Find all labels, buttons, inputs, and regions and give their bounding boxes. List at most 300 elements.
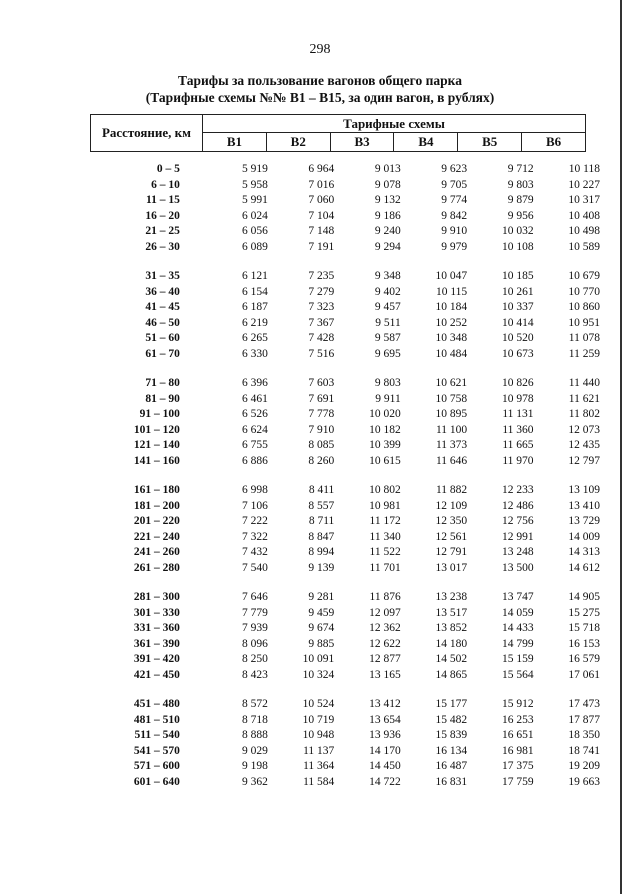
tariff-cell: 9 587 [374, 332, 401, 344]
distance-cell: 36 – 40 [145, 285, 180, 298]
tariff-cell: 9 139 [308, 561, 335, 574]
tariff-cell: 15 564 [501, 668, 534, 681]
tariff-cell: 10 895 [435, 408, 468, 420]
tariff-cell: 10 498 [568, 225, 600, 237]
distance-cell: 181 – 200 [133, 499, 180, 512]
tariff-cell: 9 240 [374, 225, 401, 237]
table-row [90, 697, 600, 713]
row-group [90, 697, 600, 790]
table-row [90, 728, 600, 744]
tariff-cell: 9 956 [507, 209, 534, 222]
tariff-cell: 9 198 [242, 760, 268, 772]
distance-cell: 16 – 20 [145, 209, 180, 222]
tariff-cell: 5 991 [242, 194, 268, 206]
tariff-cell: 7 367 [308, 316, 335, 329]
table-row [90, 331, 600, 347]
tariff-cell: 9 842 [441, 209, 468, 222]
tariff-cell: 10 032 [501, 225, 534, 237]
tariff-cell: 10 860 [568, 301, 600, 313]
tariff-cell: 7 235 [308, 270, 335, 282]
tariff-cell: 11 701 [369, 561, 401, 574]
tariff-cell: 6 187 [242, 301, 268, 313]
tariff-cell: 13 017 [435, 561, 468, 574]
tariff-cell: 10 020 [369, 408, 401, 420]
tariff-cell: 6 755 [242, 439, 268, 451]
title-line-1: Тарифы за пользование вагонов общего парка [178, 73, 462, 88]
table-row [90, 652, 600, 668]
tariff-cell: 15 839 [435, 729, 468, 741]
tariff-cell: 10 182 [369, 423, 401, 436]
distance-cell: 331 – 360 [133, 622, 180, 634]
tariff-cell: 10 981 [369, 499, 401, 512]
tariff-cell: 7 279 [308, 285, 335, 298]
tariff-cell: 9 910 [441, 225, 468, 237]
tariff-cell: 9 186 [374, 209, 401, 222]
tariff-cell: 5 919 [242, 163, 268, 175]
tariff-cell: 9 674 [308, 622, 335, 634]
tariff-cell: 6 526 [242, 408, 268, 420]
distance-cell: 101 – 120 [133, 423, 180, 436]
distance-cell: 511 – 540 [134, 729, 180, 741]
tariff-cell: 9 803 [507, 178, 534, 191]
tariff-cell: 12 791 [435, 546, 468, 558]
column-header: B2 [267, 132, 331, 151]
tariff-cell: 10 108 [501, 240, 534, 253]
table-row [90, 744, 600, 760]
tariff-cell: 9 623 [441, 163, 468, 175]
table-row [90, 162, 600, 178]
tariff-cell: 6 265 [242, 332, 268, 344]
tariff-cell: 16 487 [435, 760, 468, 772]
tariff-cell: 14 722 [369, 775, 401, 788]
tariff-cell: 11 360 [502, 423, 534, 436]
tariff-cell: 9 879 [507, 194, 534, 206]
tariff-cell: 13 852 [435, 622, 468, 634]
distance-cell: 221 – 240 [133, 530, 180, 543]
tariff-cell: 9 013 [374, 163, 401, 175]
tariff-cell: 14 009 [568, 530, 600, 543]
tariff-cell: 14 799 [501, 637, 534, 650]
distance-cell: 141 – 160 [133, 454, 180, 467]
tariff-cell: 9 511 [375, 316, 401, 329]
tariff-cell: 6 886 [242, 454, 268, 467]
tariff-cell: 7 322 [242, 530, 268, 543]
tariff-cell: 9 712 [507, 163, 534, 175]
tariff-cell: 9 774 [441, 194, 468, 206]
tariff-cell: 12 486 [501, 499, 534, 512]
tariff-cell: 7 060 [308, 194, 335, 206]
table-row [90, 621, 600, 637]
tariff-cell: 14 450 [369, 760, 401, 772]
tariff-cell: 14 865 [435, 668, 468, 681]
tariff-cell: 10 770 [568, 285, 600, 298]
tariff-cell: 11 522 [369, 546, 401, 558]
tariff-cell: 13 729 [568, 515, 600, 527]
tariff-cell: 9 695 [374, 347, 401, 360]
tariff-cell: 13 500 [501, 561, 534, 574]
distance-cell: 421 – 450 [133, 668, 180, 681]
tariff-cell: 10 317 [568, 194, 600, 206]
title-line-2: (Тарифные схемы №№ B1 – B15, за один вагон, в рублях) [145, 90, 495, 105]
tariff-cell: 16 134 [435, 744, 468, 757]
tariff-cell: 10 252 [435, 316, 468, 329]
tariff-cell: 16 153 [568, 637, 600, 650]
tariff-cell: 10 408 [568, 209, 600, 222]
table-row [90, 483, 600, 499]
tariff-cell: 17 877 [568, 713, 600, 726]
tariff-cell: 10 758 [435, 392, 468, 405]
table-row [90, 775, 600, 791]
row-group [90, 376, 600, 469]
scan-edge-line [620, 0, 622, 894]
tariff-cell: 9 885 [308, 637, 335, 650]
distance-cell: 121 – 140 [133, 439, 180, 451]
tariff-cell: 9 457 [374, 301, 401, 313]
tariff-cell: 11 876 [369, 591, 401, 603]
tariff-cell: 11 078 [568, 332, 600, 344]
table-row [90, 606, 600, 622]
table-row [90, 530, 600, 546]
distance-cell: 541 – 570 [133, 744, 180, 757]
tariff-cell: 11 970 [502, 454, 534, 467]
tariff-cell: 16 831 [435, 775, 468, 788]
tariff-cell: 11 802 [568, 408, 600, 420]
tariff-cell: 11 882 [435, 484, 468, 496]
tariff-cell: 6 461 [242, 392, 268, 405]
table-row [90, 392, 600, 408]
tariff-cell: 9 132 [374, 194, 401, 206]
tariff-cell: 15 159 [501, 653, 534, 665]
distance-cell: 11 – 15 [146, 194, 180, 206]
tariff-cell: 12 991 [501, 530, 534, 543]
tariff-cell: 11 259 [568, 347, 600, 360]
tariff-cell: 12 756 [501, 515, 534, 527]
row-group [90, 162, 600, 255]
tariff-cell: 15 718 [568, 622, 600, 634]
tariff-cell: 6 330 [242, 347, 268, 360]
tariff-cell: 6 219 [242, 316, 268, 329]
tariff-cell: 10 227 [568, 178, 600, 191]
distance-cell: 281 – 300 [133, 591, 180, 603]
distance-cell: 261 – 280 [133, 561, 180, 574]
tariff-cell: 6 121 [242, 270, 268, 282]
distance-cell: 451 – 480 [133, 698, 180, 710]
distance-cell: 481 – 510 [133, 713, 180, 726]
tariff-cell: 19 663 [568, 775, 600, 788]
page-number: 298 [309, 42, 331, 57]
tariff-cell: 7 222 [242, 515, 268, 527]
column-header: B1 [203, 132, 267, 151]
tariff-cell: 10 337 [501, 301, 534, 313]
table-row [90, 285, 600, 301]
tariff-cell: 14 313 [568, 546, 600, 558]
tariff-cell: 7 939 [242, 622, 268, 634]
tariff-cell: 13 654 [369, 713, 401, 726]
distance-cell: 601 – 640 [133, 775, 180, 788]
tariff-cell: 7 540 [242, 561, 268, 574]
tariff-cell: 6 998 [242, 484, 268, 496]
table-row [90, 759, 600, 775]
tariff-cell: 10 951 [568, 316, 600, 329]
tariff-cell: 10 621 [435, 377, 468, 389]
tariff-cell: 7 148 [308, 225, 335, 237]
tariff-cell: 14 502 [435, 653, 468, 665]
tariff-cell: 6 154 [242, 285, 268, 298]
tariff-cell: 9 459 [308, 606, 335, 619]
column-headers [203, 132, 585, 151]
tariff-cell: 10 115 [435, 285, 468, 298]
distance-cell: 41 – 45 [145, 301, 180, 313]
tariff-cell: 7 104 [308, 209, 335, 222]
tariff-cell: 11 665 [502, 439, 534, 451]
tariff-cell: 6 964 [308, 163, 335, 175]
tariff-cell: 12 561 [435, 530, 468, 543]
tariff-cell: 13 248 [501, 546, 534, 558]
tariff-cell: 13 517 [435, 606, 468, 619]
tariff-cell: 13 410 [568, 499, 600, 512]
schemes-header: Тарифные схемы [203, 115, 585, 133]
tariff-cell: 8 423 [242, 668, 268, 681]
tariff-cell: 6 624 [242, 423, 268, 436]
tariff-cell: 8 250 [242, 653, 268, 665]
tariff-cell: 7 910 [308, 423, 335, 436]
distance-cell: 51 – 60 [145, 332, 180, 344]
distance-cell: 6 – 10 [151, 178, 180, 191]
distance-cell: 31 – 35 [145, 270, 180, 282]
tariff-cell: 15 482 [435, 713, 468, 726]
tariff-cell: 13 165 [369, 668, 401, 681]
tariff-cell: 12 877 [369, 653, 401, 665]
row-group [90, 590, 600, 683]
distance-cell: 61 – 70 [145, 347, 180, 360]
tariff-cell: 10 184 [435, 301, 468, 313]
table-row [90, 269, 600, 285]
column-header: B3 [331, 132, 395, 151]
distance-cell: 361 – 390 [133, 637, 180, 650]
table-row [90, 316, 600, 332]
tariff-cell: 14 180 [435, 637, 468, 650]
tariff-cell: 16 579 [568, 653, 600, 665]
row-group [90, 483, 600, 576]
distance-cell: 161 – 180 [133, 484, 180, 496]
table-row [90, 178, 600, 194]
tariff-cell: 11 131 [502, 408, 534, 420]
tariff-cell: 10 524 [302, 698, 335, 710]
tariff-cell: 18 350 [568, 729, 600, 741]
tariff-cell: 11 340 [369, 530, 401, 543]
tariff-cell: 11 100 [435, 423, 468, 436]
column-header: B6 [545, 134, 562, 149]
tariff-cell: 14 612 [568, 561, 600, 574]
tariff-cell: 11 373 [435, 439, 468, 451]
tariff-table-header [90, 114, 586, 152]
tariff-cell: 6 089 [242, 240, 268, 253]
tariff-cell: 7 603 [308, 377, 335, 389]
tariff-cell: 7 428 [308, 332, 335, 344]
tariff-cell: 8 888 [242, 729, 268, 741]
tariff-cell: 10 679 [568, 270, 600, 282]
tariff-cell: 7 106 [242, 499, 268, 512]
distance-header: Расстояние, км [91, 115, 203, 151]
tariff-cell: 9 078 [374, 178, 401, 191]
distance-cell: 21 – 25 [145, 225, 180, 237]
tariff-cell: 12 073 [568, 423, 600, 436]
tariff-cell: 9 803 [374, 377, 401, 389]
tariff-cell: 9 362 [242, 775, 268, 788]
table-row [90, 438, 600, 454]
tariff-cell: 9 402 [374, 285, 401, 298]
tariff-cell: 12 435 [568, 439, 600, 451]
tariff-cell: 10 719 [302, 713, 335, 726]
tariff-cell: 12 097 [369, 606, 401, 619]
tariff-cell: 10 978 [501, 392, 534, 405]
table-row [90, 300, 600, 316]
table-row [90, 224, 600, 240]
tariff-cell: 8 718 [242, 713, 268, 726]
tariff-cell: 13 412 [369, 698, 401, 710]
tariff-cell: 12 350 [435, 515, 468, 527]
tariff-cell: 10 673 [501, 347, 534, 360]
tariff-cell: 9 979 [441, 240, 468, 253]
tariff-cell: 12 109 [435, 499, 468, 512]
tariff-cell: 8 096 [242, 637, 268, 650]
tariff-cell: 11 364 [303, 760, 335, 772]
tariff-cell: 13 238 [435, 591, 468, 603]
table-row [90, 545, 600, 561]
tariff-cell: 12 233 [501, 484, 534, 496]
tariff-cell: 10 047 [435, 270, 468, 282]
tariff-cell: 10 348 [435, 332, 468, 344]
tariff-cell: 7 516 [308, 347, 335, 360]
table-row [90, 561, 600, 577]
distance-cell: 391 – 420 [133, 653, 180, 665]
table-title [0, 72, 640, 106]
tariff-cell: 7 646 [242, 591, 268, 603]
tariff-cell: 15 912 [501, 698, 534, 710]
tariff-cell: 7 779 [242, 606, 268, 619]
tariff-cell: 8 260 [308, 454, 335, 467]
distance-cell: 0 – 5 [156, 163, 180, 175]
tariff-cell: 8 572 [242, 698, 268, 710]
table-row [90, 514, 600, 530]
table-row [90, 376, 600, 392]
distance-cell: 46 – 50 [145, 316, 180, 329]
tariff-cell: 8 711 [308, 515, 335, 527]
tariff-cell: 12 622 [369, 637, 401, 650]
tariff-cell: 9 348 [374, 270, 401, 282]
tariff-cell: 17 375 [501, 760, 534, 772]
table-row [90, 499, 600, 515]
tariff-cell: 13 109 [568, 484, 600, 496]
distance-cell: 91 – 100 [139, 408, 180, 420]
tariff-cell: 10 091 [302, 653, 335, 665]
tariff-cell: 16 253 [501, 713, 534, 726]
tariff-cell: 11 172 [369, 515, 401, 527]
tariff-cell: 10 414 [501, 316, 534, 329]
tariff-cell: 10 484 [435, 347, 468, 360]
tariff-cell: 8 994 [308, 546, 335, 558]
tariff-cell: 15 177 [435, 698, 468, 710]
tariff-cell: 17 473 [568, 698, 600, 710]
tariff-cell: 8 847 [308, 530, 335, 543]
tariff-cell: 5 958 [242, 178, 268, 191]
tariff-cell: 12 797 [568, 454, 600, 467]
distance-cell: 201 – 220 [133, 515, 180, 527]
tariff-cell: 8 085 [308, 439, 335, 451]
table-row [90, 193, 600, 209]
table-row [90, 407, 600, 423]
tariff-cell: 18 741 [568, 744, 600, 757]
tariff-cell: 10 261 [501, 285, 534, 298]
tariff-cell: 10 826 [501, 377, 534, 389]
tariff-cell: 14 905 [568, 591, 600, 603]
column-header: B5 [458, 132, 522, 151]
tariff-cell: 7 432 [242, 546, 268, 558]
table-row [90, 240, 600, 256]
distance-cell: 301 – 330 [133, 606, 180, 619]
distance-cell: 241 – 260 [133, 546, 180, 558]
tariff-cell: 10 118 [568, 163, 600, 175]
tariff-cell: 7 191 [308, 240, 335, 253]
tariff-cell: 13 936 [369, 729, 401, 741]
tariff-cell: 6 396 [242, 377, 268, 389]
table-row [90, 454, 600, 470]
tariff-cell: 7 016 [308, 178, 335, 191]
tariff-cell: 7 323 [308, 301, 335, 313]
tariff-table-body [90, 162, 600, 804]
tariff-cell: 9 029 [242, 744, 268, 757]
tariff-cell: 10 324 [302, 668, 335, 681]
tariff-cell: 16 651 [501, 729, 534, 741]
tariff-cell: 13 747 [501, 591, 534, 603]
table-row [90, 590, 600, 606]
tariff-cell: 11 440 [568, 377, 600, 389]
tariff-cell: 16 981 [501, 744, 534, 757]
distance-cell: 571 – 600 [133, 760, 180, 772]
tariff-cell: 10 615 [369, 454, 401, 467]
tariff-cell: 7 778 [308, 408, 335, 420]
distance-cell: 81 – 90 [145, 392, 180, 405]
column-header: B4 [394, 132, 458, 151]
tariff-cell: 9 911 [375, 392, 401, 405]
distance-cell: 71 – 80 [145, 377, 180, 389]
tariff-cell: 10 802 [369, 484, 401, 496]
tariff-cell: 8 557 [308, 499, 335, 512]
tariff-cell: 11 584 [303, 775, 335, 788]
tariff-cell: 10 399 [369, 439, 401, 451]
tariff-cell: 10 185 [501, 270, 534, 282]
tariff-cell: 17 061 [568, 668, 600, 681]
row-group [90, 269, 600, 362]
tariff-cell: 8 411 [308, 484, 335, 496]
tariff-cell: 9 281 [308, 591, 335, 603]
tariff-cell: 10 948 [302, 729, 335, 741]
tariff-cell: 15 275 [568, 606, 600, 619]
tariff-cell: 11 621 [568, 392, 600, 405]
tariff-cell: 7 691 [308, 392, 335, 405]
tariff-cell: 10 589 [568, 240, 600, 253]
tariff-cell: 12 362 [369, 622, 401, 634]
table-row [90, 668, 600, 684]
table-row [90, 423, 600, 439]
table-row [90, 637, 600, 653]
tariff-cell: 6 056 [242, 225, 268, 237]
tariff-cell: 10 520 [501, 332, 534, 344]
tariff-cell: 9 705 [441, 178, 468, 191]
table-row [90, 209, 600, 225]
table-row [90, 713, 600, 729]
distance-cell: 26 – 30 [145, 240, 180, 253]
